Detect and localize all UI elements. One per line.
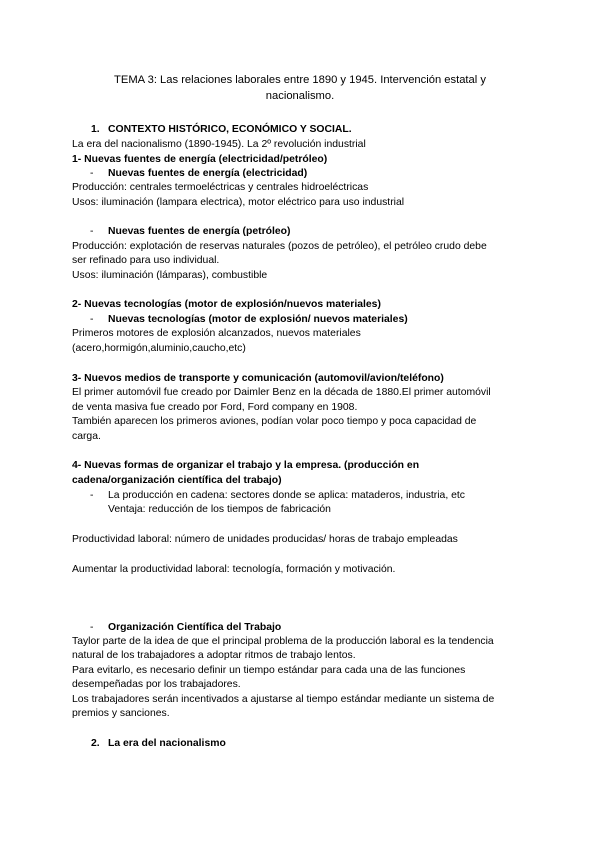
transport-line-1: El primer automóvil fue creado por Daimler Benz en la década de 1880.El primer automóvil xyxy=(72,387,491,398)
energy-heading: 1- Nuevas fuentes de energía (electricidad/petróleo) xyxy=(72,154,328,165)
bullet-dash: - xyxy=(90,490,94,501)
bullet-dash: - xyxy=(90,314,94,325)
transport-heading: 3- Nuevos medios de transporte y comunicación (automovil/avion/teléfono) xyxy=(72,373,444,384)
oct-line-1: Taylor parte de la idea de que el principal problema de la producción laboral es la tendencia xyxy=(72,636,494,647)
oct-line-4: desempeñadas por los trabajadores. xyxy=(72,679,241,690)
work-chain-production: La producción en cadena: sectores donde se aplica: mataderos, industria, etc xyxy=(108,490,465,501)
section-2-number: 2. xyxy=(91,738,100,749)
electricity-subheading: Nuevas fuentes de energía (electricidad) xyxy=(108,168,308,179)
section-2-heading: La era del nacionalismo xyxy=(108,738,226,749)
section-1-heading: CONTEXTO HISTÓRICO, ECONÓMICO Y SOCIAL. xyxy=(108,124,352,135)
oil-production-line-2: ser refinado para uso individual. xyxy=(72,255,220,266)
tech-subheading: Nuevas tecnologías (motor de explosión/ nuevos materiales) xyxy=(108,314,408,325)
bullet-dash: - xyxy=(90,622,94,633)
work-increase-productivity: Aumentar la productividad laboral: tecnología, formación y motivación. xyxy=(72,564,396,575)
tech-heading: 2- Nuevas tecnologías (motor de explosión/nuevos materiales) xyxy=(72,299,381,310)
tech-line-1: Primeros motores de explosión alcanzados, nuevos materiales xyxy=(72,328,361,339)
work-productivity: Productividad laboral: número de unidades producidas/ horas de trabajo empleadas xyxy=(72,534,458,545)
work-heading-line-1: 4- Nuevas formas de organizar el trabajo y la empresa. (producción en xyxy=(72,460,420,471)
oct-line-6: premios y sanciones. xyxy=(72,708,170,719)
oct-line-5: Los trabajadores serán incentivados a ajustarse al tiempo estándar mediante un sistema de xyxy=(72,694,495,705)
bullet-dash: - xyxy=(90,168,94,179)
tech-line-2: (acero,hormigón,aluminio,caucho,etc) xyxy=(72,343,246,354)
work-advantage: Ventaja: reducción de los tiempos de fabricación xyxy=(108,504,331,515)
transport-line-3: También aparecen los primeros aviones, podían volar poco tiempo y poca capacidad de xyxy=(72,416,477,427)
work-heading-line-2: cadena/organización científica del trabajo) xyxy=(72,475,282,486)
oct-line-3: Para evitarlo, es necesario definir un tiempo estándar para cada una de las funciones xyxy=(72,665,466,676)
electricity-uses: Usos: iluminación (lampara electrica), motor eléctrico para uso industrial xyxy=(72,197,405,208)
transport-line-4: carga. xyxy=(72,431,101,442)
document-title-line-2: nacionalismo. xyxy=(265,90,335,102)
section-1-intro: La era del nacionalismo (1890-1945). La 2º revolución industrial xyxy=(72,139,366,150)
electricity-production: Producción: centrales termoeléctricas y centrales hidroeléctricas xyxy=(72,182,369,193)
bullet-dash: - xyxy=(90,226,94,237)
document-title-line-1: TEMA 3: Las relaciones laborales entre 1890 y 1945. Intervención estatal y xyxy=(114,74,486,86)
oil-uses: Usos: iluminación (lámparas), combustible xyxy=(72,270,268,281)
oil-subheading: Nuevas fuentes de energía (petróleo) xyxy=(108,226,291,237)
transport-line-2: de venta masiva fue creado por Ford, Ford company en 1908. xyxy=(72,402,358,413)
oil-production-line-1: Producción: explotación de reservas naturales (pozos de petróleo), el petróleo crudo debe xyxy=(72,241,487,252)
oct-heading: Organización Científica del Trabajo xyxy=(108,622,282,633)
oct-line-2: natural de los trabajadores a adoptar ritmos de trabajo lentos. xyxy=(72,650,356,661)
section-1-number: 1. xyxy=(91,124,100,135)
